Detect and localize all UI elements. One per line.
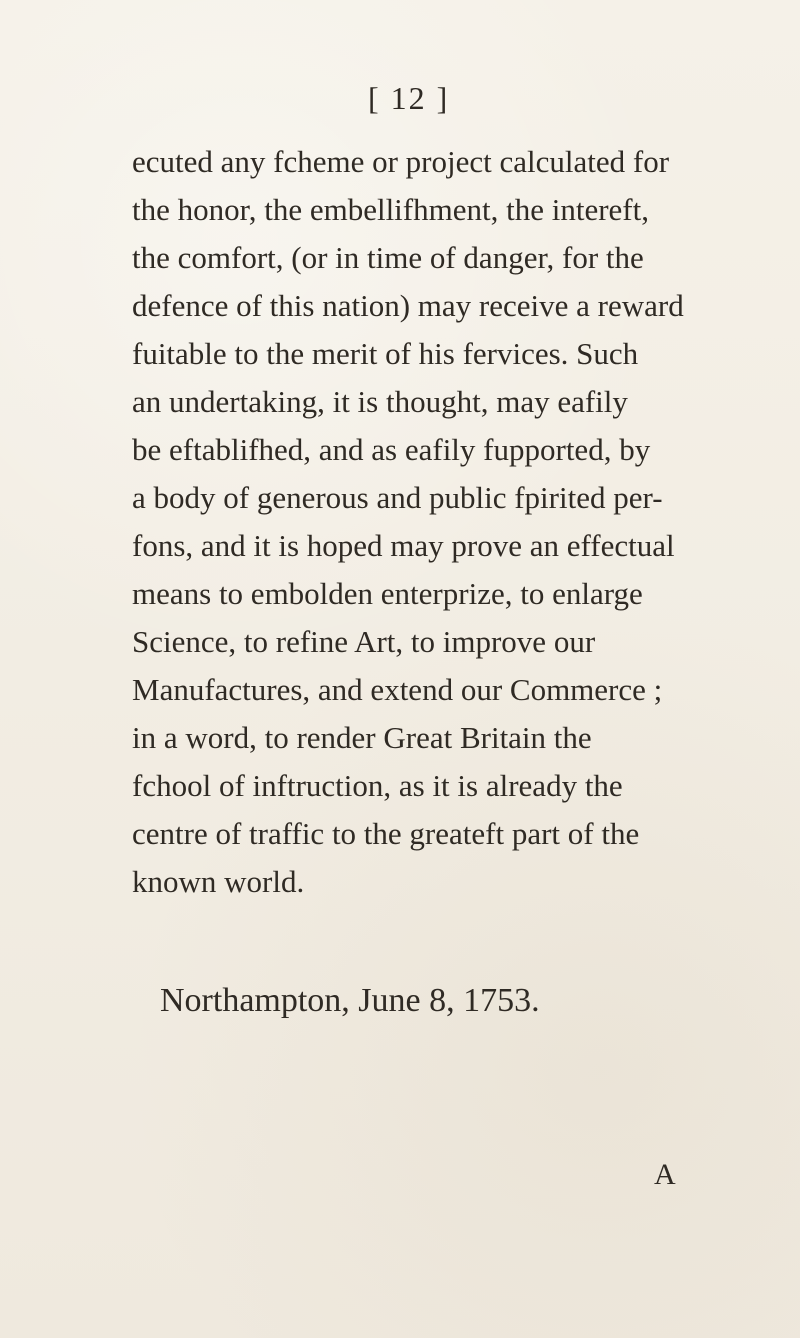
text-line: fchool of inftruction, as it is already the bbox=[132, 768, 623, 803]
text-line: defence of this nation) may receive a reward bbox=[132, 288, 684, 323]
text-line: ecuted any fcheme or project calculated for bbox=[132, 144, 670, 179]
text-line: means to embolden enterprize, to enlarge bbox=[132, 576, 643, 611]
text-line: in a word, to render Great Britain the bbox=[132, 720, 592, 755]
page-number: [ 12 ] bbox=[368, 80, 450, 116]
text-line: known world. bbox=[132, 864, 305, 899]
text-line: the honor, the embellifhment, the intereft, bbox=[132, 192, 649, 227]
text-line: fons, and it is hoped may prove an effectual bbox=[132, 528, 675, 563]
text-line: an undertaking, it is thought, may eafily bbox=[132, 384, 628, 419]
text-line: Science, to refine Art, to improve our bbox=[132, 624, 596, 659]
text-line: a body of generous and public fpirited per- bbox=[132, 480, 663, 515]
text-line: fuitable to the merit of his fervices. Such bbox=[132, 336, 639, 371]
text-line: Manufactures, and extend our Commerce ; bbox=[132, 672, 663, 707]
date-line: Northampton, June 8, 1753. bbox=[160, 982, 540, 1019]
catchword: A bbox=[654, 1158, 676, 1191]
body-text bbox=[132, 138, 692, 906]
text-line: centre of traffic to the greateft part of the bbox=[132, 816, 640, 851]
text-line: be eftablifhed, and as eafily fupported, by bbox=[132, 432, 651, 467]
text-line: the comfort, (or in time of danger, for the bbox=[132, 240, 644, 275]
